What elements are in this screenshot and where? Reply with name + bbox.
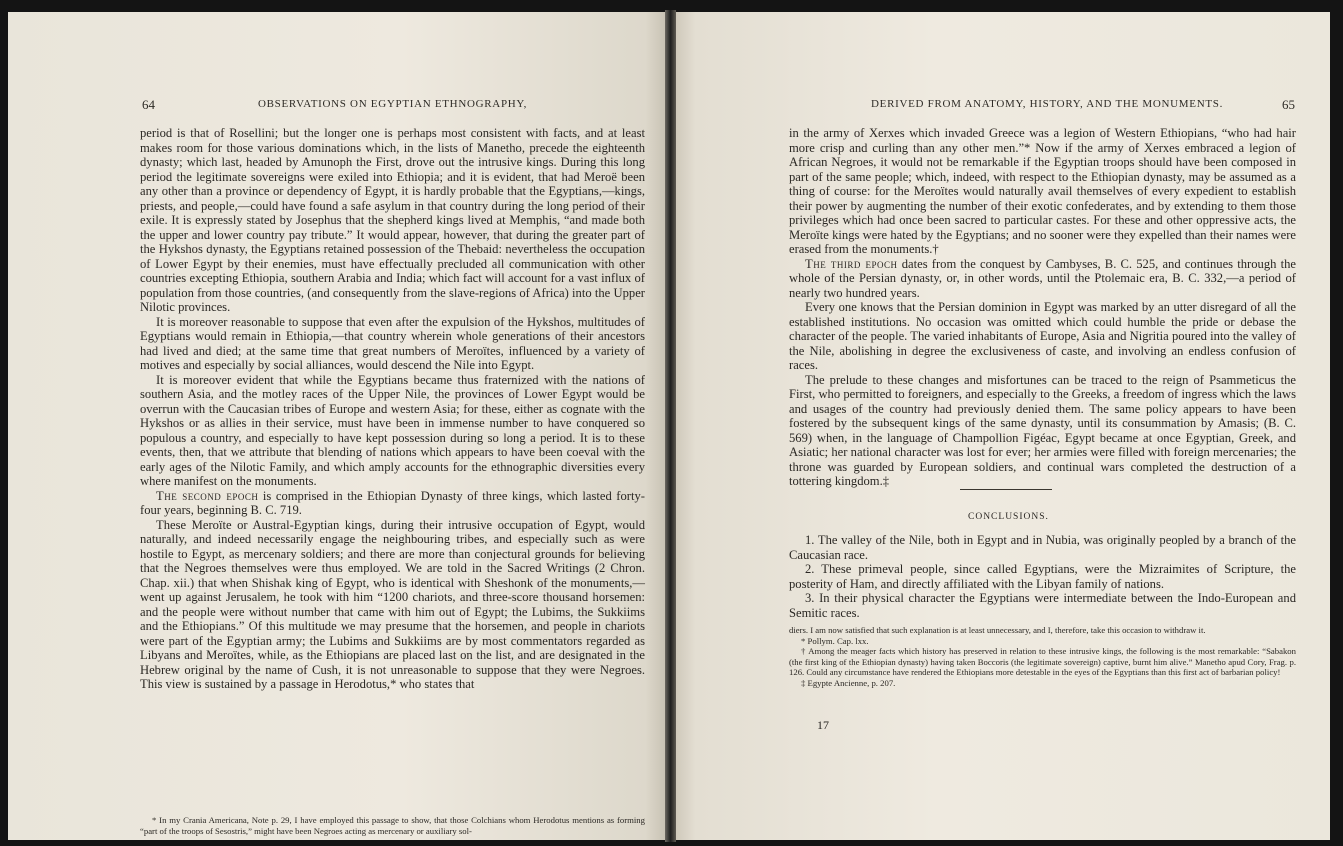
footnote-crania-americana: * In my Crania Americana, Note p. 29, I have employed this passage to show, that those Colchians whom Herodotus mentions as forming “part of the troops of Sesostris,” might have been Negroes acting as mercenary or auxiliary sol-: [140, 815, 645, 836]
right-running-head: DERIVED FROM ANATOMY, HISTORY, AND THE MONUMENTS.: [871, 98, 1224, 110]
right-page-number: 65: [1282, 97, 1295, 112]
left-page-number: 64: [142, 97, 155, 112]
second-epoch-heading: The second epoch: [156, 488, 259, 503]
book-gutter: [665, 10, 676, 842]
paragraph-expulsion: It is moreover reasonable to suppose that even after the expulsion of the Hykshos, multitudes of Egyptians would remain in Ethiopia,—that country wherein whole generations of their ancestors had lived and died; at the same time that great numbers of Meroïtes, influenced by a variety of motives and especially by social alliances, would descend the Nile into Egypt.: [140, 314, 645, 372]
right-page: [676, 12, 1330, 840]
paragraph-third-epoch: [789, 257, 1296, 301]
signature-mark: 17: [817, 718, 829, 732]
conclusions-list: [789, 533, 1296, 620]
conclusions-heading: CONCLUSIONS.: [968, 512, 1049, 522]
paragraph-meroite-kings: These Meroïte or Austral-Egyptian kings, during their intrusive occupation of Egypt, would naturally, and indeed necessarily engage the neighbouring tribes, and especially such as were hostile to Egypt, as mercenary soldiers; and there are more than conjectural grounds for believing that the Negroes themselves were thus employed. We are told in the Sacred Writings (2 Chron. Chap. xii.) that when Shishak king of Egypt, who is identical with Sheshonk of the monuments,—went up against Jerusalem, he took with him “1200 chariots, and three-score thousand horsemen: and the people were without number that came with him out of Egypt; the Lubims, the Sukkiims and the Ethiopians.” Of this multitude we may presume that the horsemen, and people in chariots were part of the Egyptian army; the Lubims and Sukkiims are by most commentators regarded as Libyans and Meroïtes, while, as the Ethiopians are placed last on the list, and are designated in the Hebrew original by the name of Cush, it is not unreasonable to suppose that they were Negroes. This view is sustained by a passage in Herodotus,* who states that: [140, 517, 645, 691]
left-footnote: [140, 815, 645, 836]
paragraph-second-epoch: [140, 489, 645, 518]
paragraph-blending-of-nations: It is moreover evident that while the Egyptians became thus fraternized with the nations of southern Asia, and the motley races of the Upper Nile, the provinces of Lower Egypt would be overrun with the Caucasian tribes of Europe and western Asia; for these, either as cognate with the Hykshos or as allies in their service, must have been in immense number to have conquered so populous a country, and especially to have kept possession during so long a period. It is to these events, then, that we attribute that blending of nations which appears to have been coeval with the early ages of the Nilotic Family, and which amply accounts for the ethnographic diversities every where manifest on the monuments.: [140, 372, 645, 488]
footnote-pollym: * Pollym. Cap. lxx.: [801, 635, 869, 646]
conclusion-item-3: 3. In their physical character the Egyptians were intermediate between the Indo-European and Semitic races.: [789, 591, 1296, 620]
right-footnotes: [789, 625, 1296, 689]
footnote-continuation: diers. I am now satisfied that such explanation is at least unnecessary, and I, therefore, take this occasion to withdraw it.: [789, 625, 1206, 635]
right-page-body: [789, 126, 1296, 489]
paragraph-persian-dominion: Every one knows that the Persian dominion in Egypt was marked by an utter disregard of all the established institutions. No occasion was omitted which could humble the pride or debase the character of the people. The varied inhabitants of Europe, Asia and Nigritia poured into the valley of the Nile, abolishing in degree the exclusiveness of caste, and involving an endless confusion of races.: [789, 300, 1296, 372]
third-epoch-text: dates from the conquest by Cambyses, B. C. 525, and continues through the whole of the Persian dynasty, or, in other words, until the Ptolemaic era, B. C. 332,—a period of nearly two hundred years.: [789, 256, 1296, 300]
footnote-sabakon: † Among the meager facts which history has preserved in relation to these intrusive kings, the following is the most remarkable: “Sabakon (the first king of the Ethiopian dynasty) having taken Boccoris (the legitimate sovereign) captive, burnt him alive.” Manetho apud Cory, Frag. p. 126. Could any circumstance have rendered the Ethiopians more detestable in the eyes of the Egyptians than this first act of barbarian policy!: [789, 646, 1296, 678]
conclusion-item-2: 2. These primeval people, since called Egyptians, were the Mizraimites of Scripture, the posterity of Ham, and directly affiliated with the Libyan family of nations.: [789, 562, 1296, 591]
footnote-egypte-ancienne: ‡ Egypte Ancienne, p. 207.: [801, 677, 896, 688]
left-page: [8, 12, 665, 840]
conclusion-item-1: 1. The valley of the Nile, both in Egypt and in Nubia, was originally peopled by a branch of the Caucasian race.: [789, 533, 1296, 562]
paragraph-xerxes-army: in the army of Xerxes which invaded Greece was a legion of Western Ethiopians, “who had hair more crisp and curling than any other men.”* Now if the army of Xerxes embraced a legion of African Negroes, it would not be remarkable if the Egyptian troops should have been composed in part of the same people; which, indeed, with respect to the Ethiopian dynasty, may be assumed as a thing of course: for the Meroïtes would naturally avail themselves of every expedient to establish their power by augmenting the number of their exotic confederates, and by extending to them those privileges which had once been sacred to particular castes. For these and other oppressive acts, the Meroïte kings were hated by the Egyptians; and no sooner were they expelled than their names were erased from the monuments.†: [789, 126, 1296, 256]
paragraph-psammeticus: The prelude to these changes and misfortunes can be traced to the reign of Psammeticus the First, who permitted to foreigners, and especially to the Greeks, a freedom of ingress which the laws and usages of the country had previously denied them. The same policy appears to have been fostered by the subsequent kings of the same dynasty, until its consummation by Amasis; (B. C. 569) when, in the language of Champollion Figéac, Egypt became at once Egyptian, Greek, and Asiatic; her national character was lost for ever; her armies were filled with foreign mercenaries; the throne was guarded by European soldiers, and continual wars completed the destruction of a tottering kingdom.‡: [789, 372, 1296, 488]
second-epoch-text: is comprised in the Ethiopian Dynasty of three kings, which lasted forty-four years, beginning B. C. 719.: [140, 488, 645, 517]
section-divider: [960, 489, 1052, 490]
left-running-head: OBSERVATIONS ON EGYPTIAN ETHNOGRAPHY,: [258, 98, 528, 110]
paragraph-hykshos-period: period is that of Rosellini; but the longer one is perhaps most consistent with facts, and at least makes room for those various dominations which, in the lists of Manetho, precede the eighteenth dynasty; which last, headed by Amunoph the First, drove out the intrusive kings. During this long period the legitimate sovereigns were exiled into Ethiopia; and it is evident, that had Meroë been any other than a province or dependency of Egypt, it is hardly probable that the Egyptians,—kings, priests, and people,—could have found a safe asylum in that country during the long period of their exile. It is expressly stated by Josephus that the shepherd kings lived at Memphis, “and made both the upper and lower country pay tribute.” It would appear, however, that during the greater part of the Hykshos dynasty, the Egyptians retained possession of the Thebaid: nevertheless the occupation of Lower Egypt by their enemies, must have effectually precluded all communication with other countries excepting Ethiopia, southern Arabia and India; which fact will account for a vast influx of population from those countries, (and consequently from the slave-regions of Africa) into the Upper Nilotic provinces.: [140, 126, 645, 314]
third-epoch-heading: The third epoch: [805, 256, 898, 271]
left-page-body: [140, 126, 645, 692]
